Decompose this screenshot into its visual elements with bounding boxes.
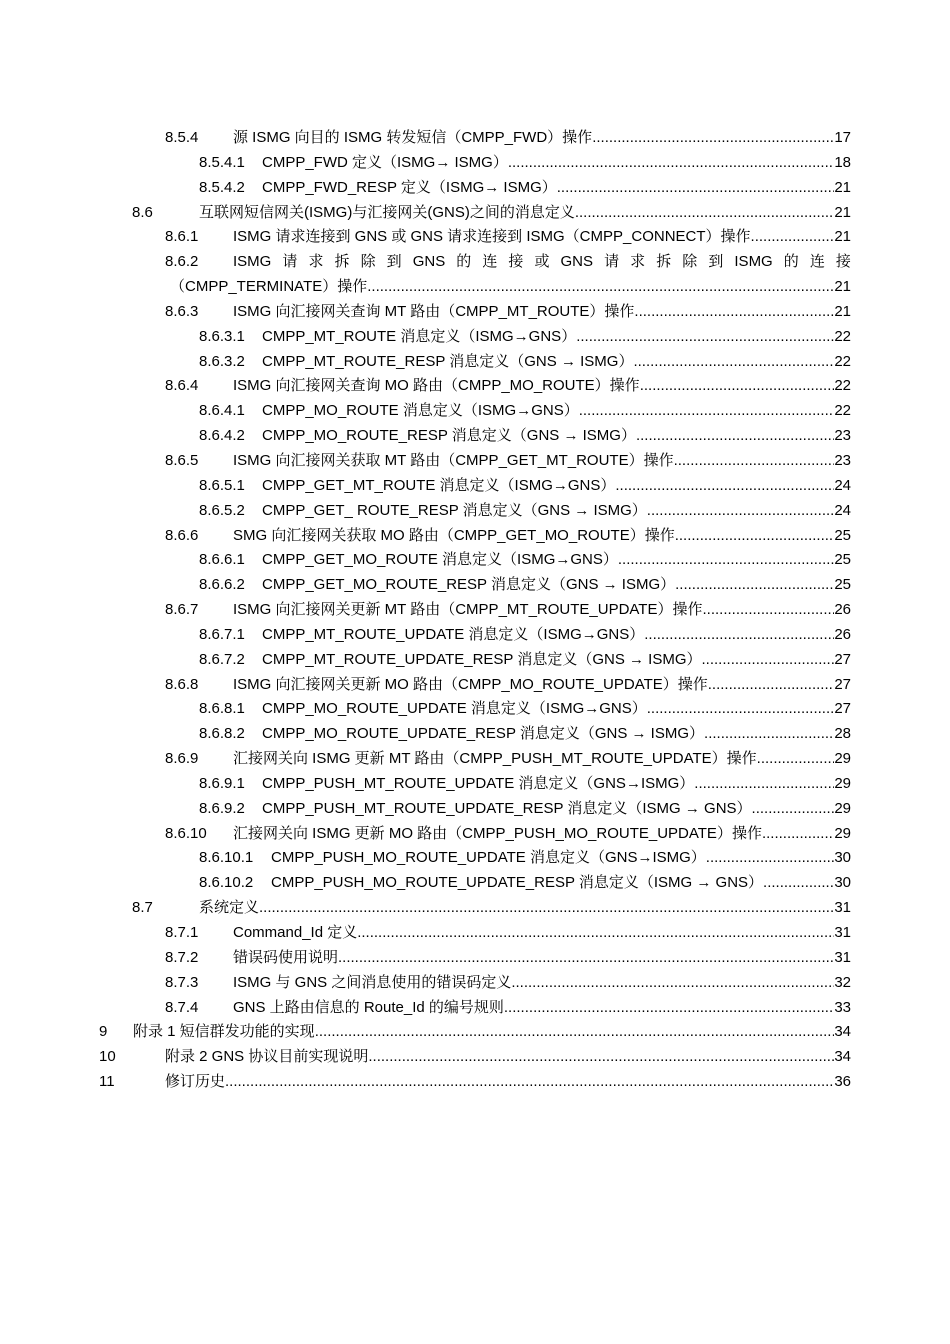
dot-leader: [633, 350, 834, 375]
toc-page-number: 29: [834, 799, 851, 817]
dot-leader: [511, 971, 834, 996]
toc-entry[interactable]: [0, 822, 950, 847]
toc-entry-number: 9: [99, 1023, 108, 1041]
toc-entry-number: 8.5.4: [165, 129, 199, 146]
dot-leader: [357, 921, 834, 946]
toc-entry-number: 8.6.8.1: [199, 700, 245, 718]
toc-page-number: 29: [834, 750, 851, 768]
dot-leader: [757, 747, 835, 772]
toc-entry-title: 互联网短信网关(ISMG)与汇接网关(GNS)之间的消息定义: [199, 203, 575, 221]
toc-page-number: 21: [834, 178, 851, 196]
toc-entry-title: CMPP_PUSH_MT_ROUTE_UPDATE 消息定义（GNS→ISMG）: [262, 774, 695, 792]
toc-entry-title: 源 ISMG 向目的 ISMG 转发短信（CMPP_FWD）操作: [233, 129, 593, 146]
toc-title-word: GNS: [412, 253, 446, 271]
toc-entry[interactable]: [0, 474, 950, 499]
dot-leader: [763, 871, 834, 896]
toc-entry-title: CMPP_PUSH_MO_ROUTE_UPDATE_RESP 消息定义（ISMG → GNS）: [271, 874, 764, 892]
toc-entry-number: 8.6.8.2: [199, 725, 245, 743]
toc-entry-title: 错误码使用说明: [233, 948, 339, 966]
toc-entry-number: 8.6.4.2: [199, 427, 245, 445]
toc-entry-title: CMPP_PUSH_MO_ROUTE_UPDATE 消息定义（GNS→ISMG）: [271, 849, 706, 867]
toc-entry-number: 8.6.9.2: [199, 799, 245, 817]
toc-entry[interactable]: [0, 846, 950, 871]
toc-entry-title: （CMPP_TERMINATE）操作: [170, 278, 368, 296]
toc-entry-title: ISMG 向汇接网关查询 MO 路由（CMPP_MO_ROUTE）操作: [233, 377, 640, 395]
toc-page-number: 27: [834, 675, 851, 693]
toc-entry-title: 汇接网关向 ISMG 更新 MO 路由（CMPP_PUSH_MO_ROUTE_UPDATE）操作: [233, 824, 762, 842]
dot-leader: [504, 996, 834, 1021]
toc-page-number: 31: [834, 924, 851, 941]
toc-page-number: 27: [834, 650, 851, 668]
toc-entry-number: 8.6.7.1: [199, 625, 245, 643]
toc-entry[interactable]: [0, 722, 950, 747]
dot-leader: [702, 598, 834, 623]
dot-leader: [702, 648, 835, 673]
dot-leader: [674, 449, 835, 474]
toc-entry-title: CMPP_FWD 定义（ISMG→ ISMG）: [262, 153, 508, 171]
toc-entry-number: 8.7.4: [165, 998, 199, 1016]
toc-entry-number: 8.6.7: [165, 601, 199, 619]
toc-page-number: 18: [834, 153, 851, 171]
toc-entry-number: 8.6.4: [165, 377, 199, 395]
toc-entry[interactable]: [0, 399, 950, 424]
toc-entry[interactable]: [0, 1070, 950, 1095]
toc-page-number: 21: [834, 278, 851, 296]
toc-title-word: 请: [282, 253, 298, 271]
toc-entry-number: 8.6.10.1: [199, 849, 254, 867]
toc-entry-title: CMPP_GET_ ROUTE_RESP 消息定义（GNS → ISMG）: [262, 501, 647, 519]
dot-leader: [225, 1070, 834, 1095]
toc-entry-number: 8.6.2: [165, 253, 199, 271]
toc-page-number: 27: [834, 700, 851, 718]
toc-entry[interactable]: [0, 797, 950, 822]
toc-entry-title: ISMG 向汇接网关更新 MO 路由（CMPP_MO_ROUTE_UPDATE）操作: [233, 675, 708, 693]
dot-leader: [576, 325, 834, 350]
toc-title-word: ISMG: [734, 253, 773, 271]
toc-entry-number: 8.6.4.1: [199, 402, 245, 420]
toc-entry-number: 8.6.6.2: [199, 576, 245, 594]
dot-leader: [647, 499, 835, 524]
toc-entry[interactable]: [0, 946, 950, 971]
toc-title-word: 连: [482, 253, 498, 271]
toc-page-number: 32: [834, 973, 851, 991]
toc-page-number: 36: [834, 1073, 851, 1091]
toc-title-word: 除: [360, 253, 376, 271]
dot-leader: [315, 1020, 835, 1045]
toc-entry-title: ISMG 向汇接网关查询 MT 路由（CMPP_MT_ROUTE）操作: [233, 302, 635, 320]
dot-leader: [634, 300, 834, 325]
dot-leader: [636, 424, 834, 449]
toc-entry-title: CMPP_MO_ROUTE_UPDATE 消息定义（ISMG→GNS）: [262, 700, 647, 718]
toc-title-word: 求: [630, 253, 646, 271]
toc-page-number: 22: [834, 327, 851, 345]
toc-entry[interactable]: [0, 548, 950, 573]
toc-entry-title: CMPP_GET_MT_ROUTE 消息定义（ISMG→GNS）: [262, 476, 616, 494]
toc-entry-number: 8.6.3.2: [199, 352, 245, 370]
toc-page-number: 17: [834, 129, 851, 146]
toc-page-number: 30: [834, 849, 851, 867]
toc-page-number: 23: [834, 451, 851, 469]
toc-entry-title: CMPP_MT_ROUTE 消息定义（ISMG→GNS）: [262, 327, 577, 345]
toc-page-number: 25: [834, 576, 851, 594]
toc-entry[interactable]: [0, 225, 950, 250]
dot-leader: [259, 896, 834, 921]
toc-entry-title: ISMG 向汇接网关获取 MT 路由（CMPP_GET_MT_ROUTE）操作: [233, 451, 674, 469]
toc-page-number: 33: [834, 998, 851, 1016]
toc-page-number: 26: [834, 625, 851, 643]
toc-entry-number: 8.6: [132, 203, 153, 221]
dot-leader: [706, 846, 835, 871]
toc-entry-title: CMPP_PUSH_MT_ROUTE_UPDATE_RESP 消息定义（ISMG → GNS）: [262, 799, 752, 817]
toc-entry-number: 8.6.5: [165, 451, 199, 469]
toc-entry-title: CMPP_MT_ROUTE_UPDATE_RESP 消息定义（GNS → ISMG）: [262, 650, 702, 668]
dot-leader: [508, 151, 834, 176]
dot-leader: [752, 797, 835, 822]
toc-page-number: 34: [834, 1023, 851, 1041]
toc-entry-number: 8.6.5.1: [199, 476, 245, 494]
toc-entry[interactable]: [0, 871, 950, 896]
dot-leader: [694, 772, 834, 797]
toc-entry-title: CMPP_MO_ROUTE 消息定义（ISMG→GNS）: [262, 402, 579, 420]
toc-entry[interactable]: [0, 598, 950, 623]
toc-entry-title: CMPP_MO_ROUTE_UPDATE_RESP 消息定义（GNS → ISMG）: [262, 725, 705, 743]
toc-entry[interactable]: [0, 747, 950, 772]
toc-title-word: ISMG: [233, 253, 272, 271]
toc-entry-title: 系统定义: [199, 899, 260, 917]
dot-leader: [618, 548, 834, 573]
toc-entry-number: 8.7: [132, 899, 153, 917]
toc-title-word: 到: [708, 253, 724, 271]
toc-entry[interactable]: [0, 424, 950, 449]
toc-entry-number: 8.6.1: [165, 228, 199, 246]
toc-entry[interactable]: [0, 623, 950, 648]
toc-entry[interactable]: [0, 524, 950, 549]
toc-page-number: 26: [834, 601, 851, 619]
toc-entry[interactable]: [0, 250, 950, 275]
toc-entry[interactable]: [0, 772, 950, 797]
toc-entry-number: 8.6.6: [165, 526, 199, 544]
toc-entry-title: ISMG 请求连接到 GNS 或 GNS 请求连接到 ISMG（CMPP_CONNECT）操作: [233, 228, 751, 246]
toc-entry-number: 8.7.1: [165, 924, 199, 941]
toc-title-word: 拆: [334, 253, 350, 271]
toc-entry-number: 8.5.4.1: [199, 153, 245, 171]
toc-entry-title: [233, 250, 851, 275]
toc-title-word: 连: [809, 253, 825, 271]
toc-entry-title: ISMG 向汇接网关更新 MT 路由（CMPP_MT_ROUTE_UPDATE）操作: [233, 601, 703, 619]
toc-title-word: 接: [508, 253, 524, 271]
toc-entry-number: 8.6.10.2: [199, 874, 254, 892]
toc-page-number: 31: [834, 948, 851, 966]
toc-entry-title: CMPP_MT_ROUTE_RESP 消息定义（GNS → ISMG）: [262, 352, 634, 370]
toc-entry-number: 8.7.3: [165, 973, 199, 991]
toc-entry-title: CMPP_MT_ROUTE_UPDATE 消息定义（ISMG→GNS）: [262, 625, 645, 643]
toc-page-number: 24: [834, 501, 851, 519]
toc-entry-number: 8.6.3.1: [199, 327, 245, 345]
toc-entry[interactable]: [0, 176, 950, 201]
toc-entry[interactable]: [0, 1045, 950, 1070]
toc-entry-number: 8.6.3: [165, 302, 199, 320]
toc-page-number: 29: [834, 774, 851, 792]
toc-title-word: 请: [604, 253, 620, 271]
dot-leader: [615, 474, 834, 499]
toc-entry-continuation[interactable]: [0, 275, 950, 300]
toc-title-word: GNS: [560, 253, 594, 271]
toc-entry[interactable]: [0, 126, 950, 151]
toc-entry-title: 附录 2 GNS 协议目前实现说明: [165, 1048, 369, 1066]
dot-leader: [592, 126, 834, 151]
toc-page-number: 23: [834, 427, 851, 445]
toc-entry[interactable]: [0, 573, 950, 598]
dot-leader: [338, 946, 834, 971]
toc-title-word: 的: [456, 253, 472, 271]
toc-entry-number: 8.6.8: [165, 675, 199, 693]
dot-leader: [575, 201, 834, 226]
dot-leader: [640, 374, 835, 399]
toc-entry-title: 修订历史: [165, 1073, 226, 1091]
toc-entry[interactable]: [0, 971, 950, 996]
toc-title-word: 或: [534, 253, 550, 271]
dot-leader: [647, 697, 835, 722]
toc-page-number: 22: [834, 377, 851, 395]
dot-leader: [367, 275, 834, 300]
toc-entry-title: CMPP_FWD_RESP 定义（ISMG→ ISMG）: [262, 178, 557, 196]
toc-entry[interactable]: [0, 300, 950, 325]
toc-page-number: 25: [834, 526, 851, 544]
toc-entry-number: 11: [99, 1073, 115, 1091]
toc-page-number: 21: [834, 302, 851, 320]
toc-entry-title: CMPP_MO_ROUTE_RESP 消息定义（GNS → ISMG）: [262, 427, 636, 445]
dot-leader: [704, 722, 834, 747]
dot-leader: [579, 399, 835, 424]
toc-entry-title: ISMG 与 GNS 之间消息使用的错误码定义: [233, 973, 512, 991]
table-of-contents: [0, 126, 950, 1095]
dot-leader: [675, 524, 835, 549]
dot-leader: [557, 176, 835, 201]
toc-page-number: 22: [834, 402, 851, 420]
toc-entry[interactable]: [0, 350, 950, 375]
toc-entry-number: 8.7.2: [165, 948, 199, 966]
toc-title-word: 到: [386, 253, 402, 271]
toc-title-word: 接: [835, 253, 851, 271]
toc-page-number: 24: [834, 476, 851, 494]
toc-entry-title: 附录 1 短信群发功能的实现: [133, 1023, 315, 1041]
toc-entry[interactable]: [0, 673, 950, 698]
toc-page-number: 25: [834, 551, 851, 569]
toc-entry[interactable]: [0, 996, 950, 1021]
toc-entry-title: CMPP_GET_MO_ROUTE_RESP 消息定义（GNS → ISMG）: [262, 576, 676, 594]
toc-entry[interactable]: [0, 151, 950, 176]
toc-page-number: 31: [834, 899, 851, 917]
toc-entry[interactable]: [0, 374, 950, 399]
toc-entry-number: 8.5.4.2: [199, 178, 245, 196]
toc-entry[interactable]: [0, 201, 950, 226]
toc-page-number: 30: [834, 874, 851, 892]
dot-leader: [762, 822, 834, 847]
toc-entry[interactable]: [0, 325, 950, 350]
dot-leader: [644, 623, 834, 648]
toc-title-word: 拆: [656, 253, 672, 271]
toc-entry-title: GNS 上路由信息的 Route_Id 的编号规则: [233, 998, 504, 1016]
toc-page-number: 29: [834, 824, 851, 842]
toc-entry-number: 8.6.7.2: [199, 650, 245, 668]
toc-entry-number: 8.6.9: [165, 750, 199, 768]
toc-entry[interactable]: [0, 499, 950, 524]
toc-entry-number: 8.6.5.2: [199, 501, 245, 519]
toc-title-word: 除: [682, 253, 698, 271]
toc-entry-number: 8.6.6.1: [199, 551, 245, 569]
toc-title-word: 的: [783, 253, 799, 271]
dot-leader: [708, 673, 835, 698]
toc-entry-number: 10: [99, 1048, 116, 1066]
toc-entry-title: CMPP_GET_MO_ROUTE 消息定义（ISMG→GNS）: [262, 551, 618, 569]
toc-entry[interactable]: [0, 449, 950, 474]
toc-entry[interactable]: [0, 921, 950, 946]
toc-entry-number: 8.6.10: [165, 824, 207, 842]
dot-leader: [675, 573, 834, 598]
dot-leader: [368, 1045, 834, 1070]
toc-title-word: 求: [308, 253, 324, 271]
dot-leader: [751, 225, 835, 250]
toc-entry[interactable]: [0, 896, 950, 921]
toc-entry[interactable]: [0, 1020, 950, 1045]
toc-page-number: 21: [834, 228, 851, 246]
toc-entry-title: 汇接网关向 ISMG 更新 MT 路由（CMPP_PUSH_MT_ROUTE_UPDATE）操作: [233, 750, 757, 768]
toc-page-number: 34: [834, 1048, 851, 1066]
toc-page-number: 21: [834, 203, 851, 221]
toc-entry-title: Command_Id 定义: [233, 924, 358, 941]
toc-entry-title: SMG 向汇接网关获取 MO 路由（CMPP_GET_MO_ROUTE）操作: [233, 526, 675, 544]
toc-page-number: 28: [834, 725, 851, 743]
toc-entry[interactable]: [0, 697, 950, 722]
toc-entry-number: 8.6.9.1: [199, 774, 245, 792]
toc-page-number: 22: [834, 352, 851, 370]
toc-entry[interactable]: [0, 648, 950, 673]
